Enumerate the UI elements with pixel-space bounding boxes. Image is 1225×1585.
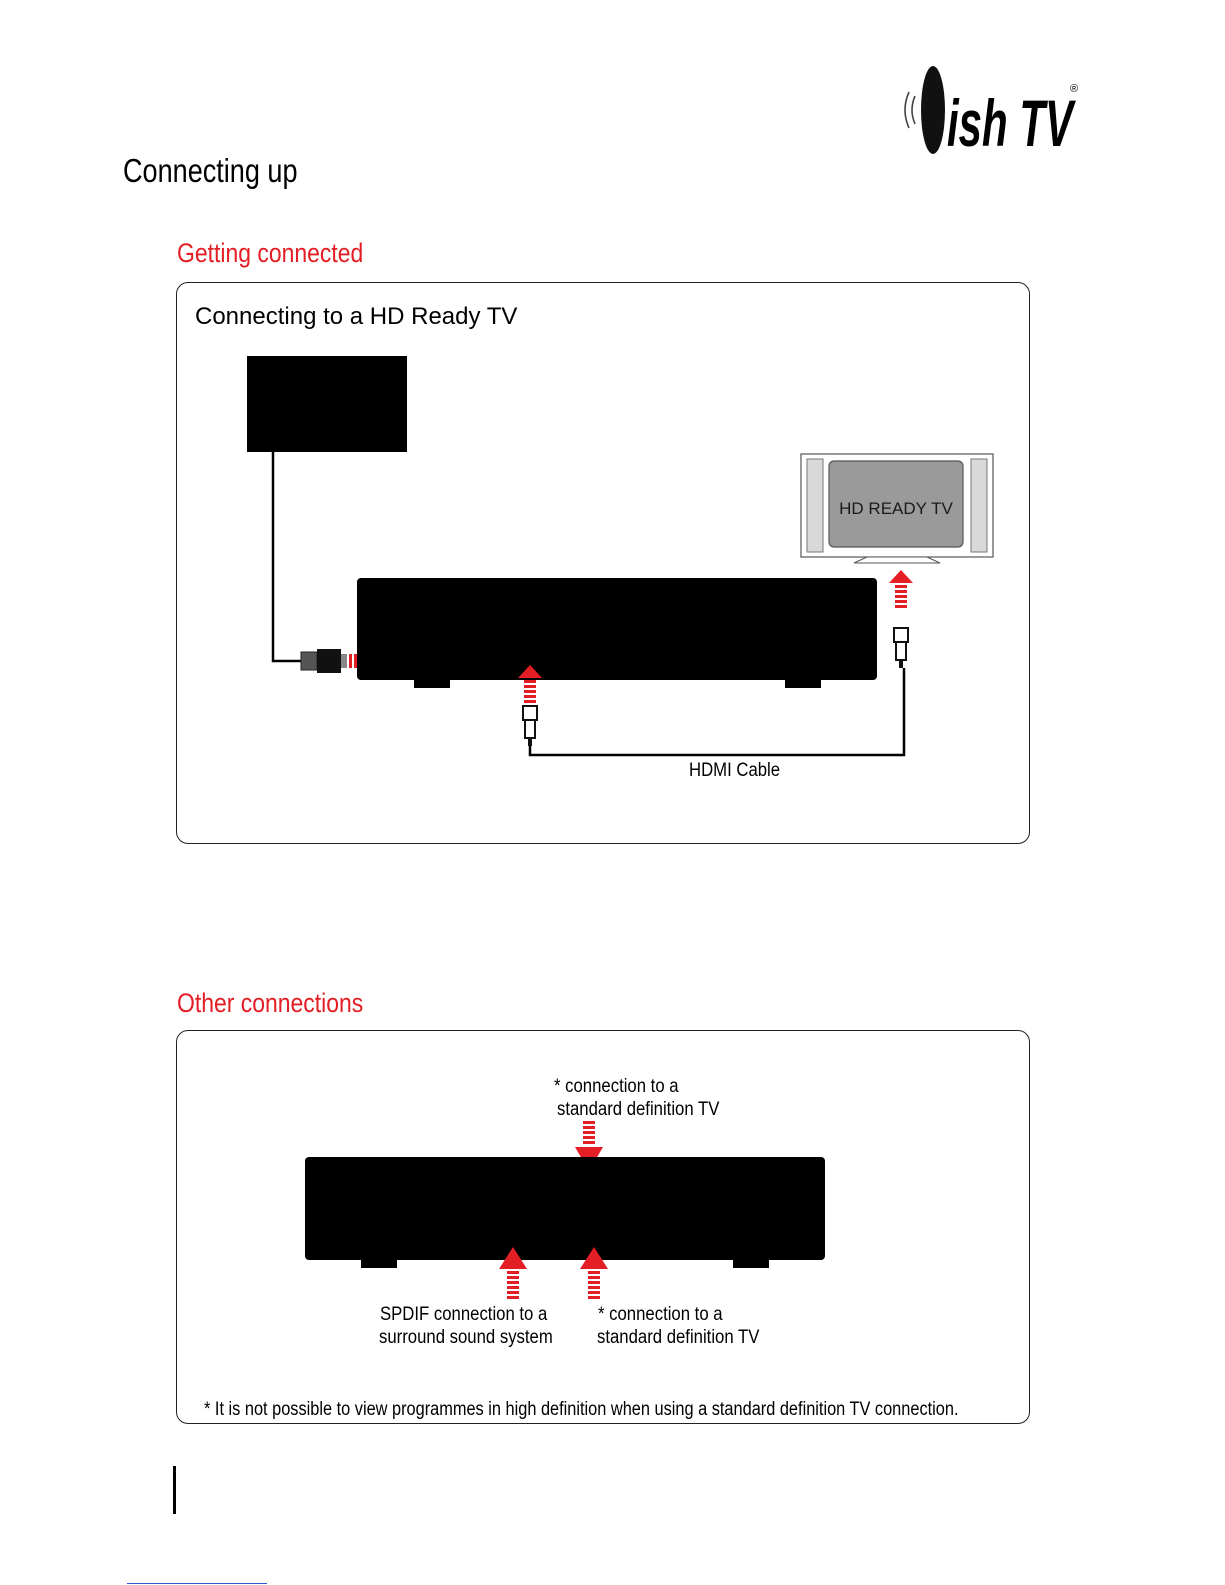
set-top-box (357, 578, 877, 688)
tv-label: HD READY TV (839, 499, 953, 518)
hd-connection-diagram (177, 283, 1029, 843)
other-connections-diagram (177, 1031, 1029, 1423)
dish-icon (921, 66, 945, 154)
footnote: * It is not possible to view programmes in high definition when using a standard definition TV connection. (204, 1399, 959, 1420)
signal-waves-icon (905, 92, 915, 128)
hd-connection-panel (176, 282, 1030, 844)
section-heading-other-connections: Other connections (177, 988, 364, 1018)
section-heading-getting-connected: Getting connected (177, 238, 364, 268)
registered-mark: ® (1070, 83, 1079, 95)
hdmi-connector-left-icon (523, 706, 537, 746)
logo-wordmark: ish TV (947, 86, 1077, 160)
spdif-label-line1: SPDIF connection to a (380, 1304, 548, 1325)
top-sd-label-line1: * connection to a (554, 1076, 679, 1097)
panel-title: Connecting to a HD Ready TV (195, 303, 518, 330)
coax-connector-icon (301, 649, 347, 673)
top-sd-label-line2: standard definition TV (557, 1099, 720, 1120)
coax-cable (273, 452, 305, 661)
hdmi-cable (530, 668, 904, 755)
spdif-label-line2: surround sound system (379, 1327, 553, 1348)
other-connections-panel (176, 1030, 1030, 1424)
sd-label-line1: * connection to a (598, 1304, 723, 1325)
dish-tv-logo (895, 62, 1085, 162)
bottom-link-underline (127, 1583, 267, 1584)
page-margin-bar (173, 1466, 176, 1514)
page-title: Connecting up (123, 152, 298, 189)
tv-arrow-icon (889, 570, 913, 608)
set-top-box-rear (305, 1157, 825, 1268)
hdmi-cable-label: HDMI Cable (689, 760, 781, 781)
hdmi-connector-right-icon (894, 628, 908, 668)
satellite-source-box (247, 356, 407, 452)
sd-label-line2: standard definition TV (597, 1327, 760, 1348)
